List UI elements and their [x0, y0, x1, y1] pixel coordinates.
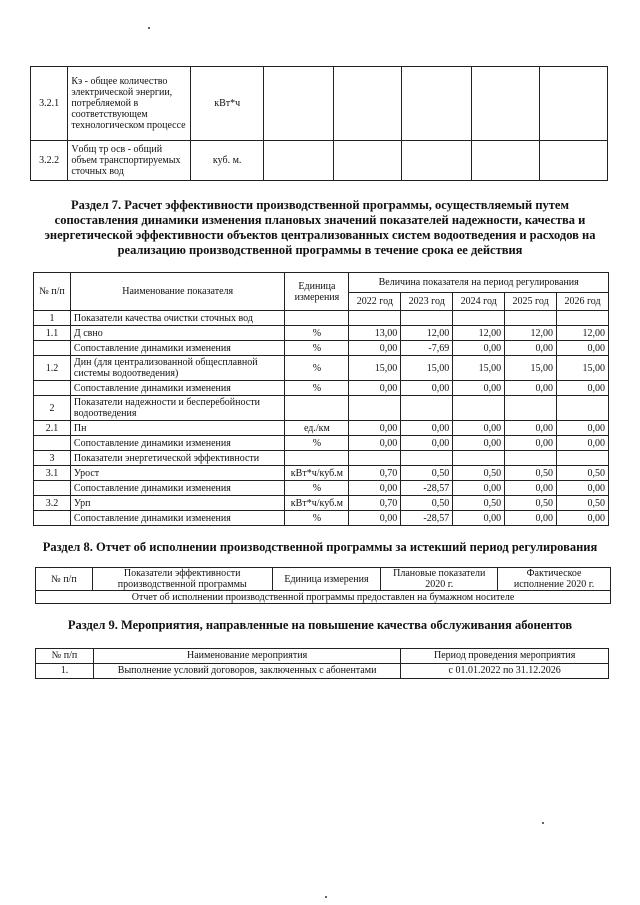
value-cell: 0,00: [453, 381, 505, 396]
value-cell: 0,00: [505, 436, 557, 451]
value-cell: 0,50: [401, 466, 453, 481]
value-cell: 0,00: [349, 421, 401, 436]
value-cell: 15,00: [505, 356, 557, 381]
col-header-year: 2024 год: [453, 293, 505, 311]
value-cell: 0,70: [349, 496, 401, 511]
value-cell: 0,50: [505, 496, 557, 511]
table-header-row: [36, 568, 611, 591]
empty-cell: [402, 67, 472, 141]
table-row: [31, 141, 608, 181]
value-cell: 0,00: [453, 341, 505, 356]
value-cell: 12,00: [453, 326, 505, 341]
table-row: [31, 67, 608, 141]
row-number: 3.2.2: [31, 141, 68, 181]
row-number: 2.1: [34, 421, 71, 436]
empty-cell: [333, 67, 402, 141]
indicator-name: Пн: [70, 421, 285, 436]
indicator-name: Сопоставление динамики изменения: [70, 511, 285, 526]
indicator-name: Дин (для централизованной общесплавной системы водоотведения): [70, 356, 285, 381]
unit-cell: %: [285, 481, 349, 496]
row-number: [34, 341, 71, 356]
table-row: [34, 396, 609, 421]
table-row: [34, 356, 609, 381]
indicator-name: Урп: [70, 496, 285, 511]
value-cell: 0,00: [401, 381, 453, 396]
section9-title: Раздел 9. Мероприятия, направленные на повышение качества обслуживания абонентов: [67, 618, 573, 632]
section7-table-body: [34, 311, 609, 526]
empty-cell: [402, 141, 472, 181]
value-cell: [453, 396, 505, 421]
value-cell: 15,00: [349, 356, 401, 381]
row-number: [34, 481, 71, 496]
unit-cell: кВт*ч: [191, 67, 264, 141]
col-header-year: 2022 год: [349, 293, 401, 311]
empty-cell: [471, 67, 540, 141]
unit-cell: %: [285, 436, 349, 451]
col-header-num: № п/п: [36, 649, 94, 664]
section8-title: Раздел 8. Отчет об исполнении производственной программы за истекший период регулирования: [42, 540, 598, 554]
value-cell: 0,00: [349, 436, 401, 451]
value-cell: 0,00: [557, 511, 609, 526]
indicator-name: Сопоставление динамики изменения: [70, 481, 285, 496]
value-cell: -28,57: [401, 481, 453, 496]
value-cell: 0,50: [557, 496, 609, 511]
value-cell: 0,00: [557, 341, 609, 356]
indicator-name: Показатели качества очистки сточных вод: [70, 311, 285, 326]
table-row: [34, 341, 609, 356]
row-number: [34, 381, 71, 396]
value-cell: 0,00: [401, 421, 453, 436]
unit-cell: кВт*ч/куб.м: [285, 496, 349, 511]
value-cell: 0,00: [349, 511, 401, 526]
table-row: [34, 311, 609, 326]
value-cell: 0,00: [349, 381, 401, 396]
table-row: [34, 326, 609, 341]
value-cell: 0,00: [453, 481, 505, 496]
indicator-name: Д свно: [70, 326, 285, 341]
value-cell: 0,00: [557, 381, 609, 396]
value-cell: 12,00: [505, 326, 557, 341]
scan-speck: [325, 896, 327, 898]
row-number: [34, 511, 71, 526]
value-cell: [401, 451, 453, 466]
col-header-year: 2026 год: [557, 293, 609, 311]
col-header-unit: Единица измерения: [272, 568, 381, 591]
empty-cell: [264, 67, 334, 141]
row-number: 1: [34, 311, 71, 326]
value-cell: 0,50: [401, 496, 453, 511]
value-cell: [453, 311, 505, 326]
row-number: [34, 436, 71, 451]
empty-cell: [540, 67, 608, 141]
section8-table: [35, 567, 611, 604]
value-cell: 0,00: [557, 421, 609, 436]
table-row: [34, 511, 609, 526]
indicator-name: Сопоставление динамики изменения: [70, 436, 285, 451]
row-number: 3: [34, 451, 71, 466]
unit-cell: [285, 451, 349, 466]
table-row: [34, 381, 609, 396]
value-cell: [349, 396, 401, 421]
unit-cell: %: [285, 511, 349, 526]
table-row: [36, 664, 609, 679]
col-header-indicators: Показатели эффективности производственной программы: [92, 568, 272, 591]
value-cell: 0,00: [505, 421, 557, 436]
table-header-row: [36, 649, 609, 664]
col-header-name: Наименование показателя: [70, 273, 285, 311]
col-header-num: № п/п: [34, 273, 71, 311]
value-cell: 0,70: [349, 466, 401, 481]
value-cell: 0,00: [349, 481, 401, 496]
unit-cell: %: [285, 326, 349, 341]
indicator-name: Показатели надежности и бесперебойности водоотведения: [70, 396, 285, 421]
scan-speck: [148, 27, 150, 29]
value-cell: [505, 396, 557, 421]
col-header-actual: Фактическое исполнение 2020 г.: [498, 568, 611, 591]
value-cell: 0,50: [453, 496, 505, 511]
empty-cell: [540, 141, 608, 181]
row-number: 2: [34, 396, 71, 421]
value-cell: 0,00: [505, 481, 557, 496]
indicator-name: Сопоставление динамики изменения: [70, 341, 285, 356]
table-row: [34, 466, 609, 481]
unit-cell: ед./км: [285, 421, 349, 436]
value-cell: 13,00: [349, 326, 401, 341]
value-cell: 0,50: [505, 466, 557, 481]
table-row: [34, 496, 609, 511]
row-number: 3.2: [34, 496, 71, 511]
col-header-plan: Плановые показатели 2020 г.: [381, 568, 498, 591]
value-cell: 0,00: [557, 481, 609, 496]
indicator-name: Кэ - общее количество электрической энергии, потребляемой в соответствующем технологическом процессе: [68, 67, 191, 141]
value-cell: 0,50: [453, 466, 505, 481]
empty-cell: [264, 141, 334, 181]
value-cell: 0,00: [401, 436, 453, 451]
value-cell: 15,00: [557, 356, 609, 381]
table-row: [34, 481, 609, 496]
value-cell: 0,00: [557, 436, 609, 451]
activity-period: с 01.01.2022 по 31.12.2026: [401, 664, 609, 679]
col-header-period: Величина показателя на период регулирования: [349, 273, 609, 293]
empty-cell: [471, 141, 540, 181]
value-cell: [349, 311, 401, 326]
unit-cell: %: [285, 356, 349, 381]
value-cell: 0,00: [453, 511, 505, 526]
unit-cell: %: [285, 381, 349, 396]
section7-table: [33, 272, 609, 526]
value-cell: [557, 451, 609, 466]
col-header-period: Период проведения мероприятия: [401, 649, 609, 664]
unit-cell: кВт*ч/куб.м: [285, 466, 349, 481]
section7-title: Раздел 7. Расчет эффективности производственной программы, осуществляемый путем сопоставления динамики изменения плановых значений показателей надежности, качества и энергетической эффективности объектов централизованных систем водоотведения и расходов на реализацию производственной программы в течение срока ее действия: [44, 198, 596, 257]
table-row: [36, 591, 611, 604]
scan-speck: [542, 822, 544, 824]
col-header-unit: Единица измерения: [285, 273, 349, 311]
empty-cell: [333, 141, 402, 181]
table-row: [34, 451, 609, 466]
table-row: [34, 421, 609, 436]
indicator-name: Показатели энергетической эффективности: [70, 451, 285, 466]
value-cell: 0,00: [505, 341, 557, 356]
row-number: 1.1: [34, 326, 71, 341]
value-cell: [401, 311, 453, 326]
unit-cell: [285, 311, 349, 326]
col-header-year: 2023 год: [401, 293, 453, 311]
row-number: 1.: [36, 664, 94, 679]
row-number: 1.2: [34, 356, 71, 381]
value-cell: [453, 451, 505, 466]
col-header-activity: Наименование мероприятия: [93, 649, 400, 664]
value-cell: 0,00: [349, 341, 401, 356]
section9-table: [35, 648, 609, 679]
table-header-row: [34, 273, 609, 293]
row-number: 3.1: [34, 466, 71, 481]
value-cell: 12,00: [401, 326, 453, 341]
value-cell: [557, 396, 609, 421]
col-header-num: № п/п: [36, 568, 93, 591]
value-cell: [401, 396, 453, 421]
continuation-table: [30, 66, 608, 181]
value-cell: -28,57: [401, 511, 453, 526]
value-cell: -7,69: [401, 341, 453, 356]
value-cell: [349, 451, 401, 466]
row-number: 3.2.1: [31, 67, 68, 141]
value-cell: [557, 311, 609, 326]
activity-name: Выполнение условий договоров, заключенных с абонентами: [93, 664, 400, 679]
value-cell: 0,00: [453, 436, 505, 451]
value-cell: [505, 451, 557, 466]
report-note: Отчет об исполнении производственной программы предоставлен на бумажном носителе: [36, 591, 611, 604]
unit-cell: %: [285, 341, 349, 356]
value-cell: [505, 311, 557, 326]
value-cell: 15,00: [401, 356, 453, 381]
table-row: [34, 436, 609, 451]
value-cell: 12,00: [557, 326, 609, 341]
unit-cell: [285, 396, 349, 421]
indicator-name: Урост: [70, 466, 285, 481]
indicator-name: Сопоставление динамики изменения: [70, 381, 285, 396]
value-cell: 0,50: [557, 466, 609, 481]
value-cell: 0,00: [505, 381, 557, 396]
indicator-name: Vобщ тр осв - общий объем транспортируемых сточных вод: [68, 141, 191, 181]
value-cell: 0,00: [505, 511, 557, 526]
col-header-year: 2025 год: [505, 293, 557, 311]
value-cell: 0,00: [453, 421, 505, 436]
unit-cell: куб. м.: [191, 141, 264, 181]
value-cell: 15,00: [453, 356, 505, 381]
